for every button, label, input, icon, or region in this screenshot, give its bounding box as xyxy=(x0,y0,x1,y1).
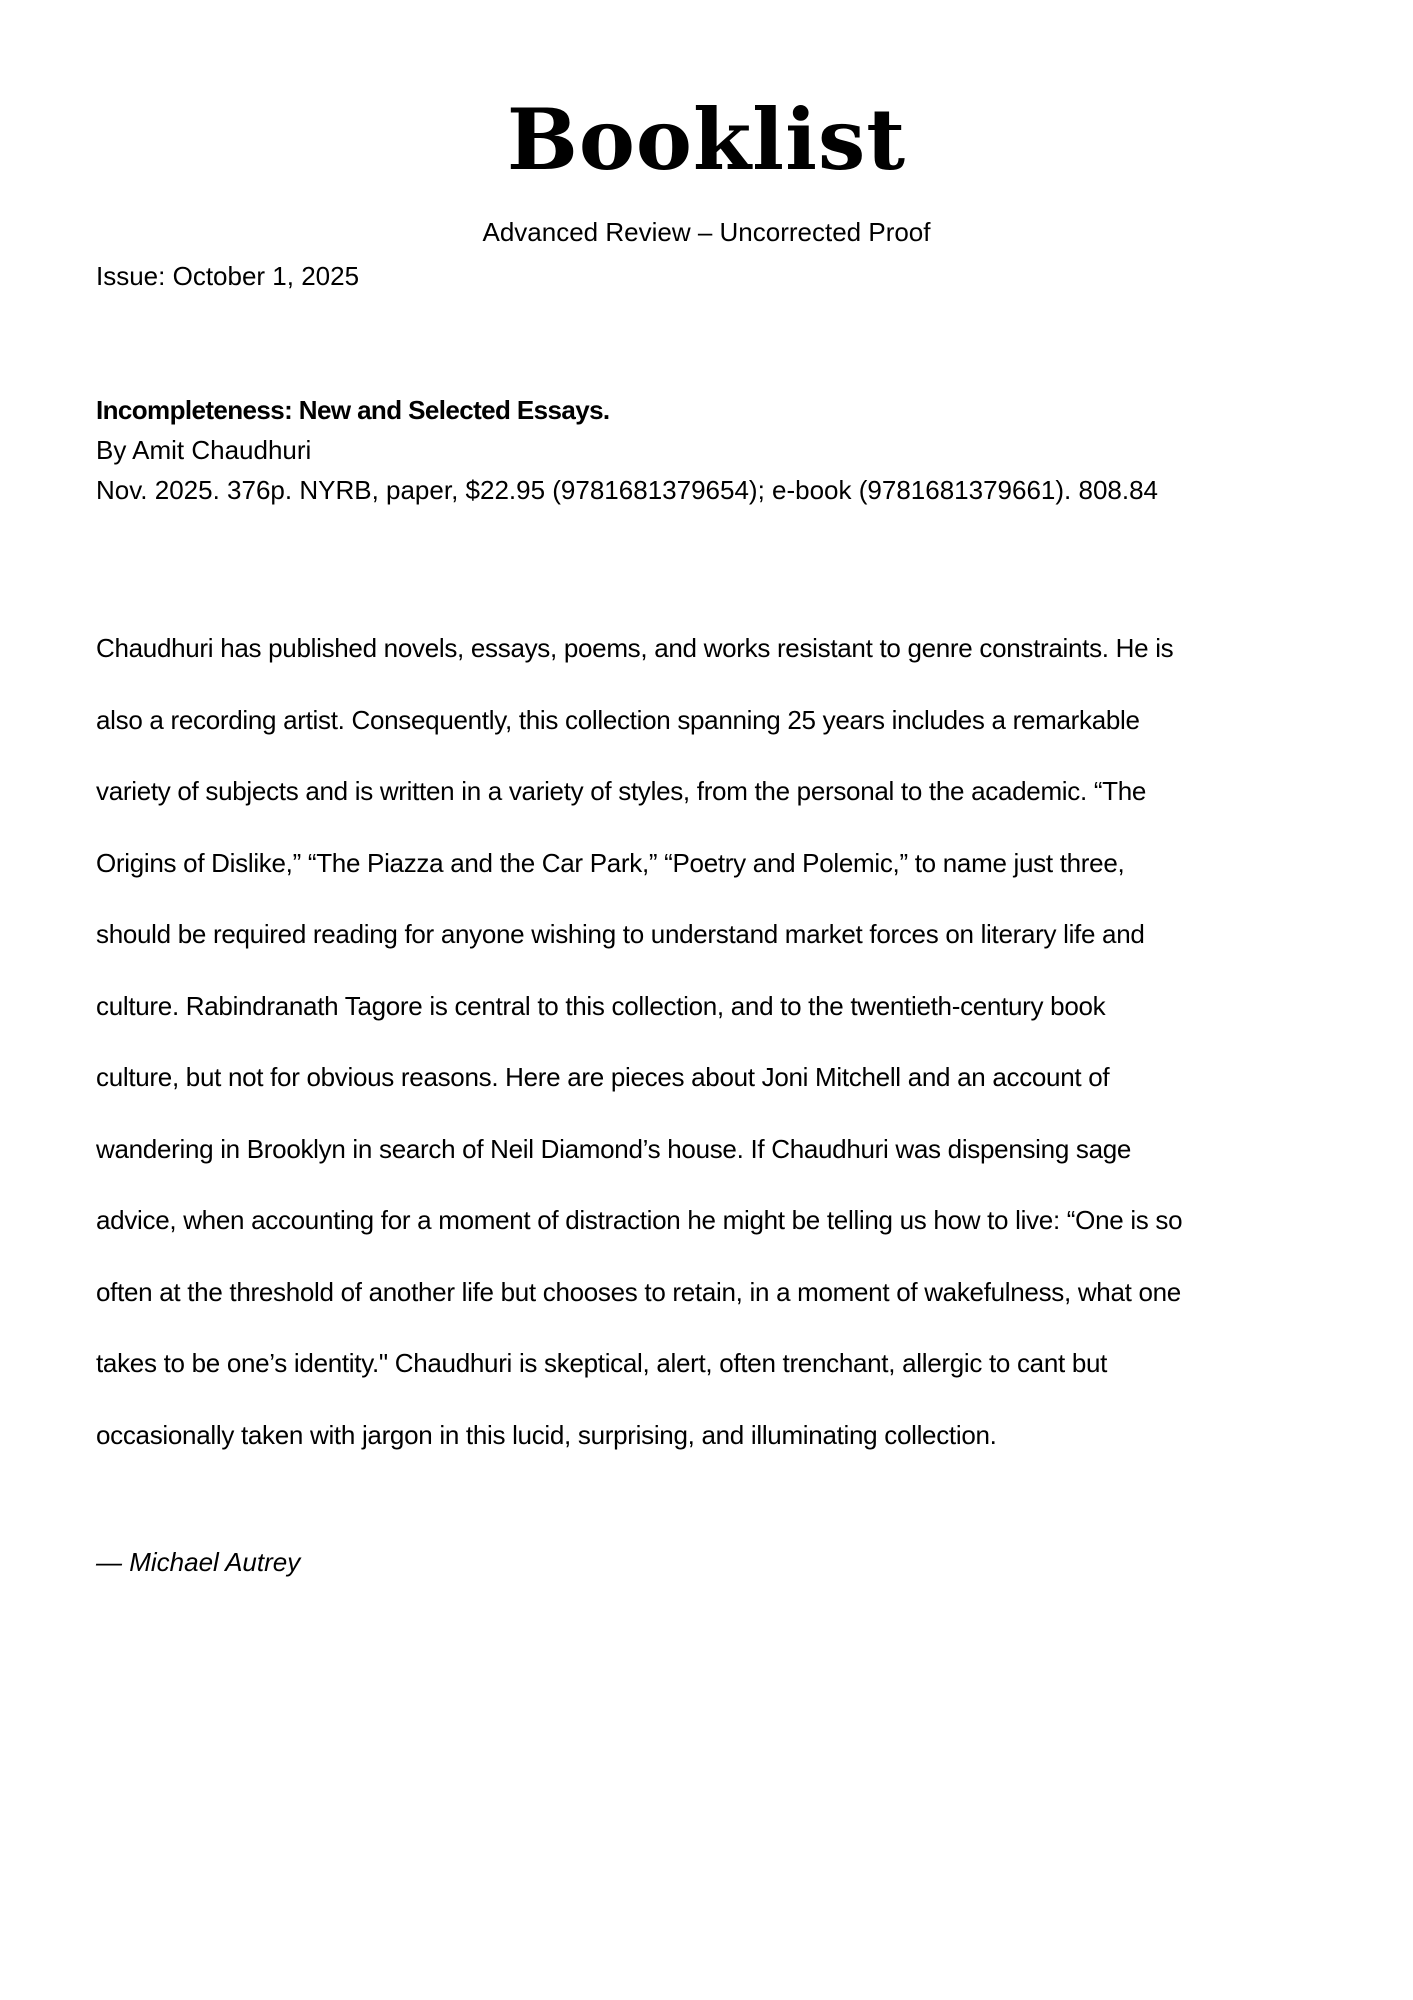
review-line: should be required reading for anyone wishing to understand market forces on literary life and xyxy=(96,919,1145,949)
masthead-logo: Booklist xyxy=(506,90,907,189)
publication-details: Nov. 2025. 376p. NYRB, paper, $22.95 (9781681379654); e-book (9781681379661). 808.84 xyxy=(96,475,1159,505)
review-line: culture, but not for obvious reasons. Here are pieces about Joni Mitchell and an account of xyxy=(96,1062,1110,1092)
review-line: Origins of Dislike,” “The Piazza and the Car Park,” “Poetry and Polemic,” to name just three, xyxy=(96,847,1125,878)
review-line: wandering in Brooklyn in search of Neil Diamond’s house. If Chaudhuri was dispensing sage xyxy=(96,1133,1132,1164)
review-line: variety of subjects and is written in a variety of styles, from the personal to the academic. “The xyxy=(96,776,1147,806)
review-line: occasionally taken with jargon in this lucid, surprising, and illuminating collection. xyxy=(96,1419,997,1450)
book-info xyxy=(96,390,1158,510)
review-line: Chaudhuri has published novels, essays, poems, and works resistant to genre constraints. He is xyxy=(96,633,1174,663)
review-line: often at the threshold of another life but chooses to retain, in a moment of wakefulness, what one xyxy=(96,1276,1181,1307)
proof-notice: Advanced Review – Uncorrected Proof xyxy=(482,217,931,247)
review-line: takes to be one’s identity." Chaudhuri is skeptical, alert, often trenchant, allergic to cant but xyxy=(96,1348,1108,1378)
review-line: advice, when accounting for a moment of distraction he might be telling us how to live: “One is so xyxy=(96,1205,1183,1235)
issue-date: Issue: October 1, 2025 xyxy=(96,261,360,291)
review-line: also a recording artist. Consequently, this collection spanning 25 years includes a remarkable xyxy=(96,704,1140,735)
book-title: Incompleteness: New and Selected Essays. xyxy=(96,395,610,425)
book-author: By Amit Chaudhuri xyxy=(96,435,312,465)
reviewer-signature: — Michael Autrey xyxy=(96,1547,301,1577)
review-body xyxy=(96,628,1346,1486)
review-line: culture. Rabindranath Tagore is central to this collection, and to the twentieth-century book xyxy=(96,990,1106,1021)
